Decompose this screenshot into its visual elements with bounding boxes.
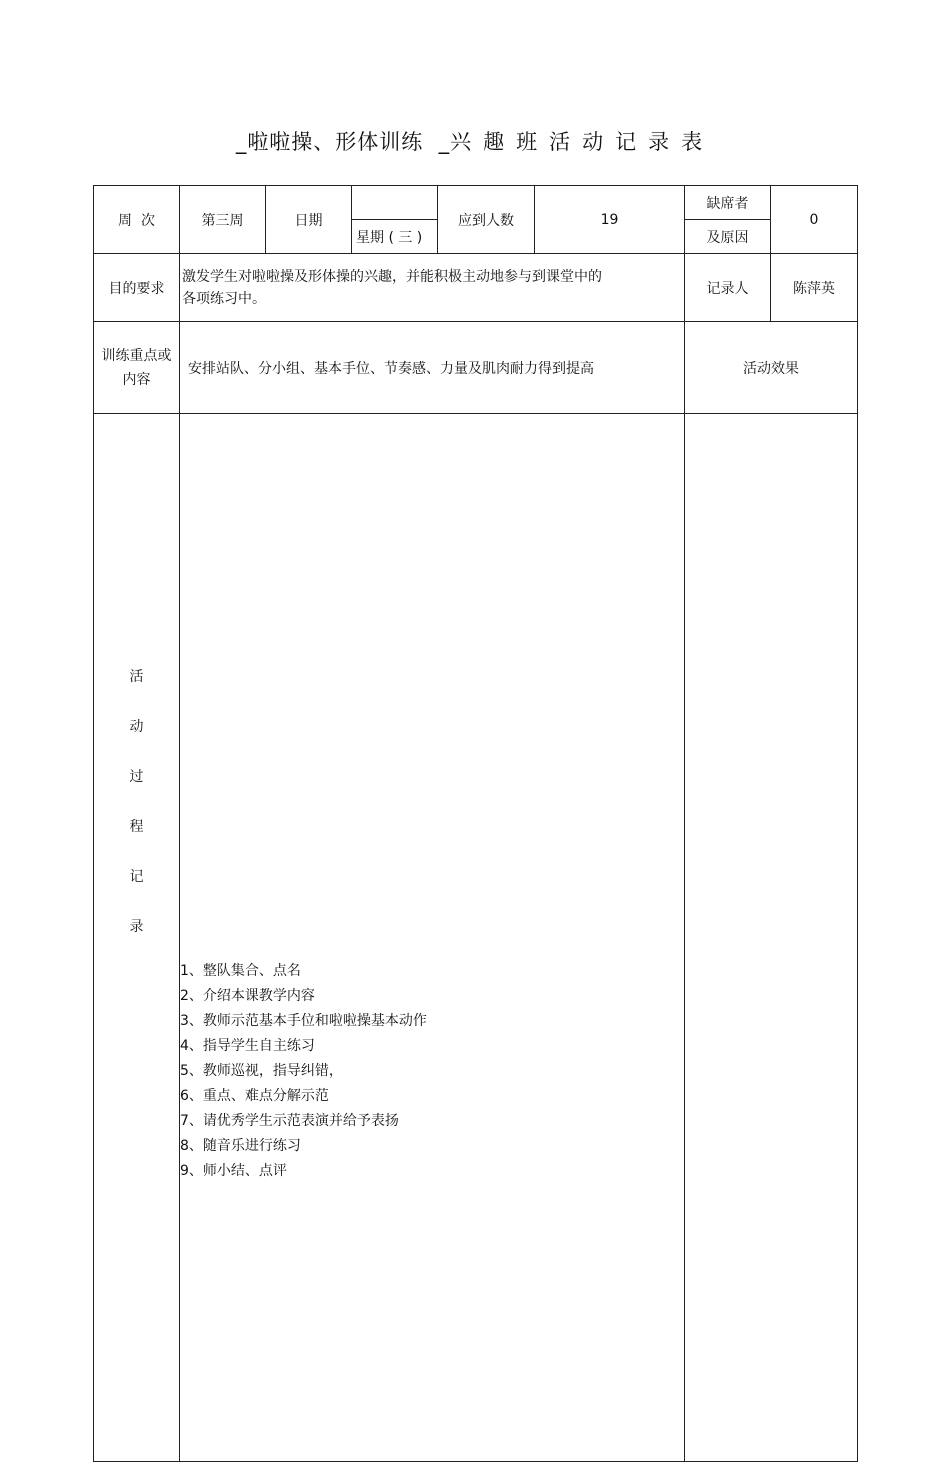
list-item: 7、请优秀学生示范表演并给予表扬 (180, 1113, 399, 1129)
absent-label-bottom: 及原因 (685, 220, 771, 254)
title-gap: _ (423, 130, 451, 154)
list-item: 3、教师示范基本手位和啦啦操基本动作 (180, 1013, 427, 1029)
expected-count-value: 19 (535, 186, 685, 254)
absent-label-top: 缺席者 (685, 186, 771, 220)
absent-value: 0 (771, 186, 858, 254)
page-title (0, 126, 950, 156)
week-value: 第三周 (180, 186, 266, 254)
focus-label-line-2: 内容 (122, 371, 151, 388)
goal-text (180, 254, 685, 322)
effect-label: 活动效果 (685, 322, 858, 414)
process-char: 程 (129, 819, 144, 835)
list-item: 8、随音乐进行练习 (180, 1138, 301, 1154)
goal-label: 目的要求 (94, 254, 180, 322)
activity-record-table (93, 185, 858, 1462)
date-value (352, 186, 438, 220)
effect-content (685, 414, 858, 1462)
process-steps (180, 414, 685, 1462)
date-label: 日期 (266, 186, 352, 254)
list-item: 5、教师巡视，指导纠错， (180, 1063, 343, 1079)
list-item: 1、整队集合、点名 (180, 963, 301, 979)
list-item: 4、指导学生自主练习 (180, 1038, 315, 1054)
process-char: 录 (129, 919, 144, 935)
week-label: 周 次 (94, 186, 180, 254)
process-char: 记 (129, 869, 144, 885)
process-char: 动 (129, 719, 144, 735)
process-char: 过 (129, 769, 144, 785)
process-char: 活 (129, 669, 144, 685)
focus-label-line-1: 训练重点或 (101, 347, 172, 364)
title-prefix: _啦啦操、形体训练 (235, 130, 424, 154)
list-item: 6、重点、难点分解示范 (180, 1088, 329, 1104)
recorder-label: 记录人 (685, 254, 771, 322)
list-item: 2、介绍本课教学内容 (180, 988, 315, 1004)
goal-line-1: 激发学生对啦啦操及形体操的兴趣，并能积极主动地参与到课堂中的 (182, 268, 602, 285)
goal-line-2: 各项练习中。 (182, 290, 266, 307)
focus-label (94, 322, 180, 414)
weekday-value: 星期 ( 三 ) (352, 220, 438, 254)
title-suffix: 兴趣班活动记录表 (450, 130, 715, 154)
list-item: 9、师小结、点评 (180, 1163, 287, 1179)
focus-content: 安排站队、分小组、基本手位、节奏感、力量及肌肉耐力得到提高 (180, 322, 685, 414)
expected-count-label: 应到人数 (438, 186, 535, 254)
recorder-value: 陈萍英 (771, 254, 858, 322)
process-label (94, 414, 180, 1462)
